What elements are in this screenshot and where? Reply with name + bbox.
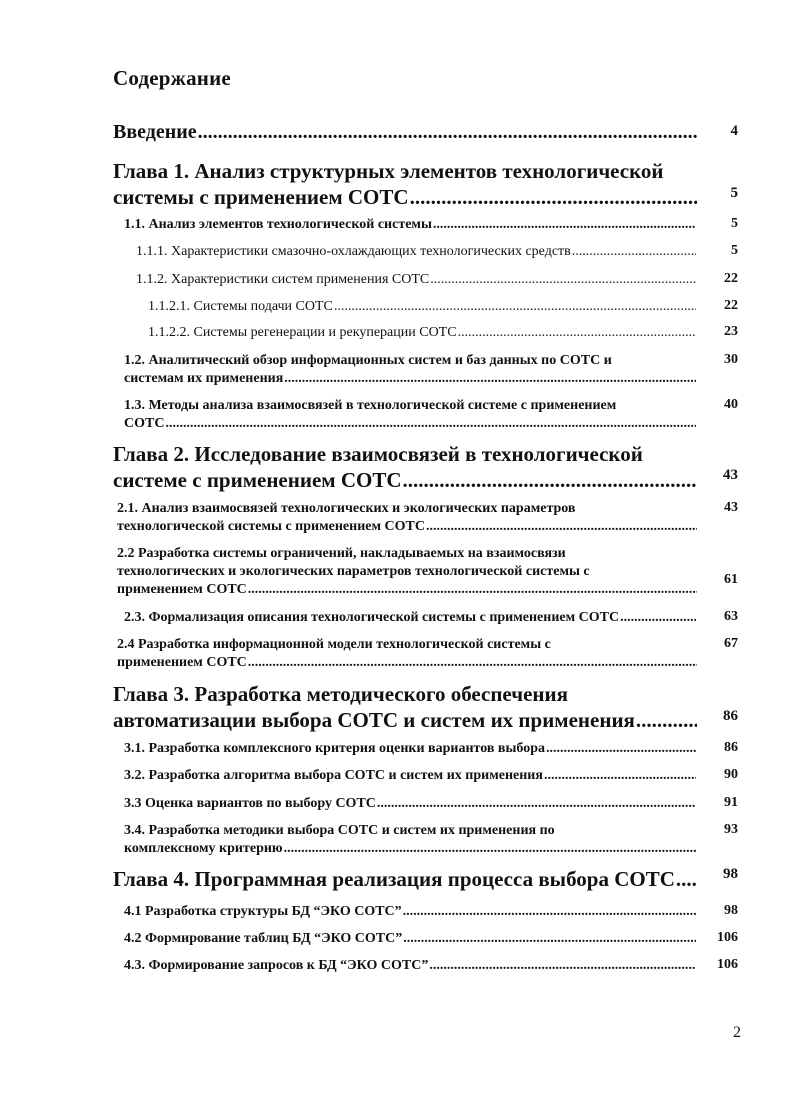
dot-leader [403, 467, 698, 493]
dot-leader [165, 415, 696, 433]
toc-entry-line: системам их применения [124, 371, 284, 386]
toc-entry-title [124, 930, 696, 948]
toc-entry-title [113, 866, 697, 892]
toc-entry-line: 1.1.1. Характеристики смазочно-охлаждающих технологических средств [136, 244, 571, 259]
toc-entry-page: 43 [724, 500, 738, 515]
toc-entry-line: Введение [113, 121, 197, 143]
toc-entry-page: 5 [731, 216, 738, 231]
toc-entry-line: 1.1. Анализ элементов технологической системы [124, 217, 432, 232]
dot-leader [546, 740, 696, 758]
toc-entry-title [113, 158, 697, 210]
toc-entry-line: применением СОТС [117, 582, 247, 597]
dot-leader [284, 370, 696, 388]
toc-entry-title [124, 903, 696, 921]
toc-entry-page: 90 [724, 767, 738, 782]
toc-entry-title [124, 822, 696, 858]
toc-entry-page: 98 [723, 866, 738, 882]
toc-entry-title [113, 681, 697, 733]
toc-entry-title [136, 243, 696, 261]
toc-entry-page: 22 [724, 298, 738, 313]
toc-entry-line: 3.2. Разработка алгоритма выбора СОТС и систем их применения [124, 768, 543, 783]
toc-entry-line: автоматизации выбора СОТС и систем их применения [113, 708, 635, 732]
toc-entry-title [124, 767, 696, 785]
toc-entry-line: Глава 2. Исследование взаимосвязей в технологической [113, 442, 643, 466]
dot-leader [426, 518, 697, 536]
toc-entry-line: комплексному критерию [124, 841, 283, 856]
toc-entry-line: 2.1. Анализ взаимосвязей технологических и экологических параметров [117, 501, 576, 516]
toc-entry-page: 22 [724, 271, 738, 286]
toc-entry-line: Глава 4. Программная реализация процесса выбора СОТС [113, 867, 675, 891]
toc-entry-page: 4 [730, 123, 738, 139]
toc-entry-page: 106 [717, 930, 738, 945]
toc-entry-line: технологических и экологических параметров технологической системы с [117, 564, 590, 579]
toc-entry-line: 1.2. Аналитический обзор информационных систем и баз данных по СОТС и [124, 353, 612, 368]
dot-leader [403, 903, 696, 921]
dot-leader [248, 654, 697, 672]
toc-entry-page: 23 [724, 324, 738, 339]
toc-entry-page: 67 [724, 636, 738, 651]
dot-leader [458, 324, 696, 342]
toc-entry-title [117, 500, 697, 536]
toc-entry-line: 2.2 Разработка системы ограничений, накладываемых на взаимосвязи [117, 546, 566, 561]
toc-entry-title [148, 324, 696, 342]
toc-entry-line: 3.3 Оценка вариантов по выбору СОТС [124, 796, 376, 811]
toc-entry-page: 5 [730, 185, 738, 201]
toc-entry-page: 98 [724, 903, 738, 918]
dot-leader [248, 581, 697, 599]
toc-entry-page: 91 [724, 795, 738, 810]
toc-entry-title [117, 636, 697, 672]
toc-entry-line: системе с применением СОТС [113, 468, 402, 492]
toc-entry-line: 4.2 Формирование таблиц БД “ЭКО СОТС” [124, 931, 403, 946]
toc-entry-title [136, 271, 696, 289]
toc-entry-line: 1.1.2.1. Системы подачи СОТС [148, 299, 333, 314]
toc-entry-line: 1.1.2.2. Системы регенерации и рекуперации СОТС [148, 325, 457, 340]
dot-leader [334, 298, 696, 316]
toc-entry-title [124, 397, 696, 433]
toc-entry-title [117, 545, 697, 599]
toc-entry-line: применением СОТС [117, 655, 247, 670]
toc-entry-line: 1.3. Методы анализа взаимосвязей в технологической системе с применением [124, 398, 617, 413]
toc-entry-line: 3.4. Разработка методики выбора СОТС и систем их применения по [124, 823, 555, 838]
toc-entry-line: 1.1.2. Характеристики систем применения СОТС [136, 272, 430, 287]
toc-entry-page: 30 [724, 352, 738, 367]
toc-entry-page: 86 [723, 708, 738, 724]
dot-leader [198, 120, 697, 144]
toc-entry-page: 86 [724, 740, 738, 755]
toc-entry-page: 5 [731, 243, 738, 258]
dot-leader [403, 930, 696, 948]
toc-entry-page: 40 [724, 397, 738, 412]
dot-leader [433, 216, 696, 234]
dot-leader [429, 957, 696, 975]
toc-entry-title [113, 120, 697, 144]
toc-entry-title [124, 795, 696, 813]
toc-heading: Содержание [113, 66, 231, 90]
toc-entry-page: 43 [723, 467, 738, 483]
dot-leader [636, 707, 697, 733]
dot-leader [620, 609, 696, 627]
dot-leader [377, 795, 696, 813]
toc-entry-title [124, 352, 696, 388]
toc-entry-title [124, 740, 696, 758]
dot-leader [572, 243, 696, 261]
toc-entry-line: 2.4 Разработка информационной модели технологической системы с [117, 637, 551, 652]
toc-entry-line: 2.3. Формализация описания технологической системы с применением СОТС [124, 610, 620, 625]
toc-entry-title [113, 441, 697, 493]
dot-leader [430, 271, 696, 289]
toc-entry-line: Глава 3. Разработка методического обеспечения [113, 682, 568, 706]
dot-leader [410, 184, 697, 210]
page-number: 2 [733, 1024, 741, 1041]
dot-leader [284, 840, 696, 858]
toc-entry-line: 3.1. Разработка комплексного критерия оценки вариантов выбора [124, 741, 546, 756]
dot-leader [544, 767, 696, 785]
dot-leader [676, 866, 697, 892]
toc-entry-page: 106 [717, 957, 738, 972]
toc-entry-line: СОТС [124, 416, 165, 431]
toc-entry-title [124, 216, 696, 234]
toc-entry-line: Глава 1. Анализ структурных элементов технологической [113, 159, 664, 183]
toc-entry-page: 93 [724, 822, 738, 837]
toc-entry-line: системы с применением СОТС [113, 185, 409, 209]
toc-entry-line: технологической системы с применением СОТС [117, 519, 425, 534]
toc-entry-title [124, 609, 696, 627]
toc-entry-page: 63 [724, 609, 738, 624]
toc-entry-title [148, 298, 696, 316]
toc-entry-page: 61 [724, 572, 738, 587]
toc-entry-title [124, 957, 696, 975]
toc-entry-line: 4.3. Формирование запросов к БД “ЭКО СОТС” [124, 958, 429, 973]
toc-entry-line: 4.1 Разработка структуры БД “ЭКО СОТС” [124, 904, 402, 919]
